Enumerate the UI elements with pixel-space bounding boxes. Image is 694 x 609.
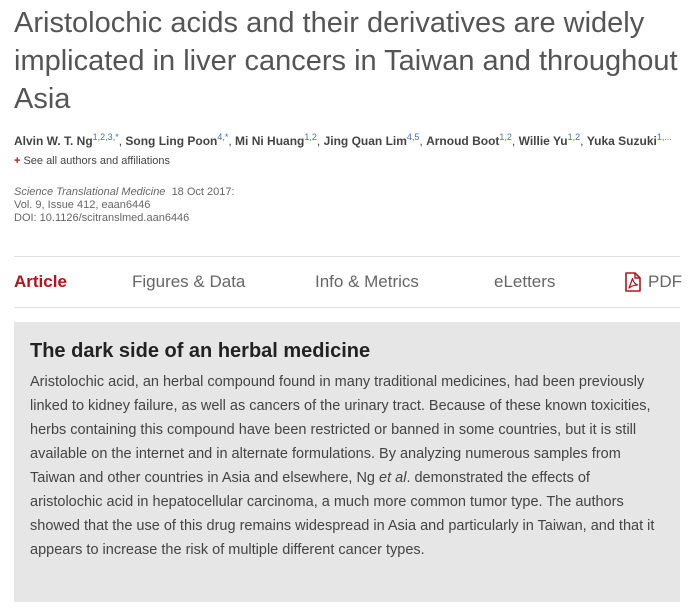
tab-pdf[interactable] — [624, 272, 682, 292]
article-title: Aristolochic acids and their derivatives are widely implicated in liver cancers in Taiwan and throughout Asia — [14, 7, 678, 115]
author-name[interactable]: Yuka Suzuki — [586, 134, 657, 148]
author-name[interactable]: Song Ling Poon — [125, 134, 218, 148]
author-affiliation[interactable]: 4,5 — [406, 132, 420, 142]
journal-name[interactable]: Science Translational Medicine — [14, 186, 166, 198]
journal-line — [14, 186, 235, 199]
see-all-authors-link[interactable] — [14, 155, 170, 167]
author-name[interactable]: Willie Yu — [518, 134, 568, 148]
doi[interactable]: DOI: 10.1126/scitranslmed.aan6446 — [14, 212, 190, 224]
publication-date: 18 Oct 2017: — [171, 186, 235, 198]
summary-text-emphasis: et al — [379, 470, 407, 486]
article-tabs — [14, 256, 680, 308]
author-affiliation[interactable]: 1,2,3,* — [92, 132, 119, 142]
tab-article[interactable]: Article — [14, 272, 67, 291]
tab-figures-data[interactable]: Figures & Data — [132, 272, 246, 291]
author-list: Alvin W. T. $Ng^{1,2,3,*}$, Song Ling Poon$^{4,*}$, Mi Ni Huang$^{1,2}$, Jing Quan Lim$^{4,5}$, Arnoud Boot$^{1,2}$, Willie Yu$^{1,2}$, Yuka Suzuki$^{1,...}$ — [14, 132, 672, 148]
tab-info-metrics[interactable]: Info & Metrics — [315, 272, 419, 291]
author-affiliation[interactable]: 1,... — [656, 132, 672, 142]
pdf-file-icon — [624, 272, 642, 292]
tab-eletters[interactable]: eLetters — [494, 272, 556, 291]
summary-text-part: Aristolochic acid, an herbal compound found in many traditional medicines, had been previously linked to kidney failure, as well as cancers of the urinary tract. Because of these known toxicities, herbs containing this compound have been restricted or banned in some countries, but it is still available on the internet and in alternate formulations. By analyzing numerous samples from Taiwan and other countries in Asia and elsewhere, Ng — [30, 374, 651, 486]
author-name[interactable]: Mi Ni Huang — [235, 134, 305, 148]
author-name[interactable]: Jing Quan Lim — [323, 134, 407, 148]
pdf-label: PDF — [648, 272, 682, 291]
author-name[interactable]: Arnoud Boot — [426, 134, 500, 148]
citation-block — [14, 186, 235, 225]
summary-heading: The dark side of an herbal medicine — [30, 340, 371, 362]
editors-summary — [14, 322, 680, 602]
author-affiliation[interactable]: 1,2 — [567, 132, 581, 142]
summary-text-part: . demonstrated the effects of aristolochic acid in hepatocellular carcinoma, a much more common tumor type. The authors showed that the use of this drug remains widespread in Asia and particularly in Taiwan, and that it appears to increase the risk of multiple different cancer types. — [30, 470, 655, 558]
summary-body — [30, 370, 664, 562]
author-affiliation[interactable]: 1,2 — [499, 132, 512, 142]
see-all-label: See all authors and affiliations — [23, 155, 170, 167]
volume-issue: Vol. 9, Issue 412, eaan6446 — [14, 199, 151, 211]
author-name[interactable]: Alvin W. T. Ng — [14, 134, 93, 148]
author-affiliation[interactable]: 4,* — [217, 132, 229, 142]
author-affiliation[interactable]: 1,2 — [304, 132, 317, 142]
plus-icon: + — [14, 155, 21, 167]
